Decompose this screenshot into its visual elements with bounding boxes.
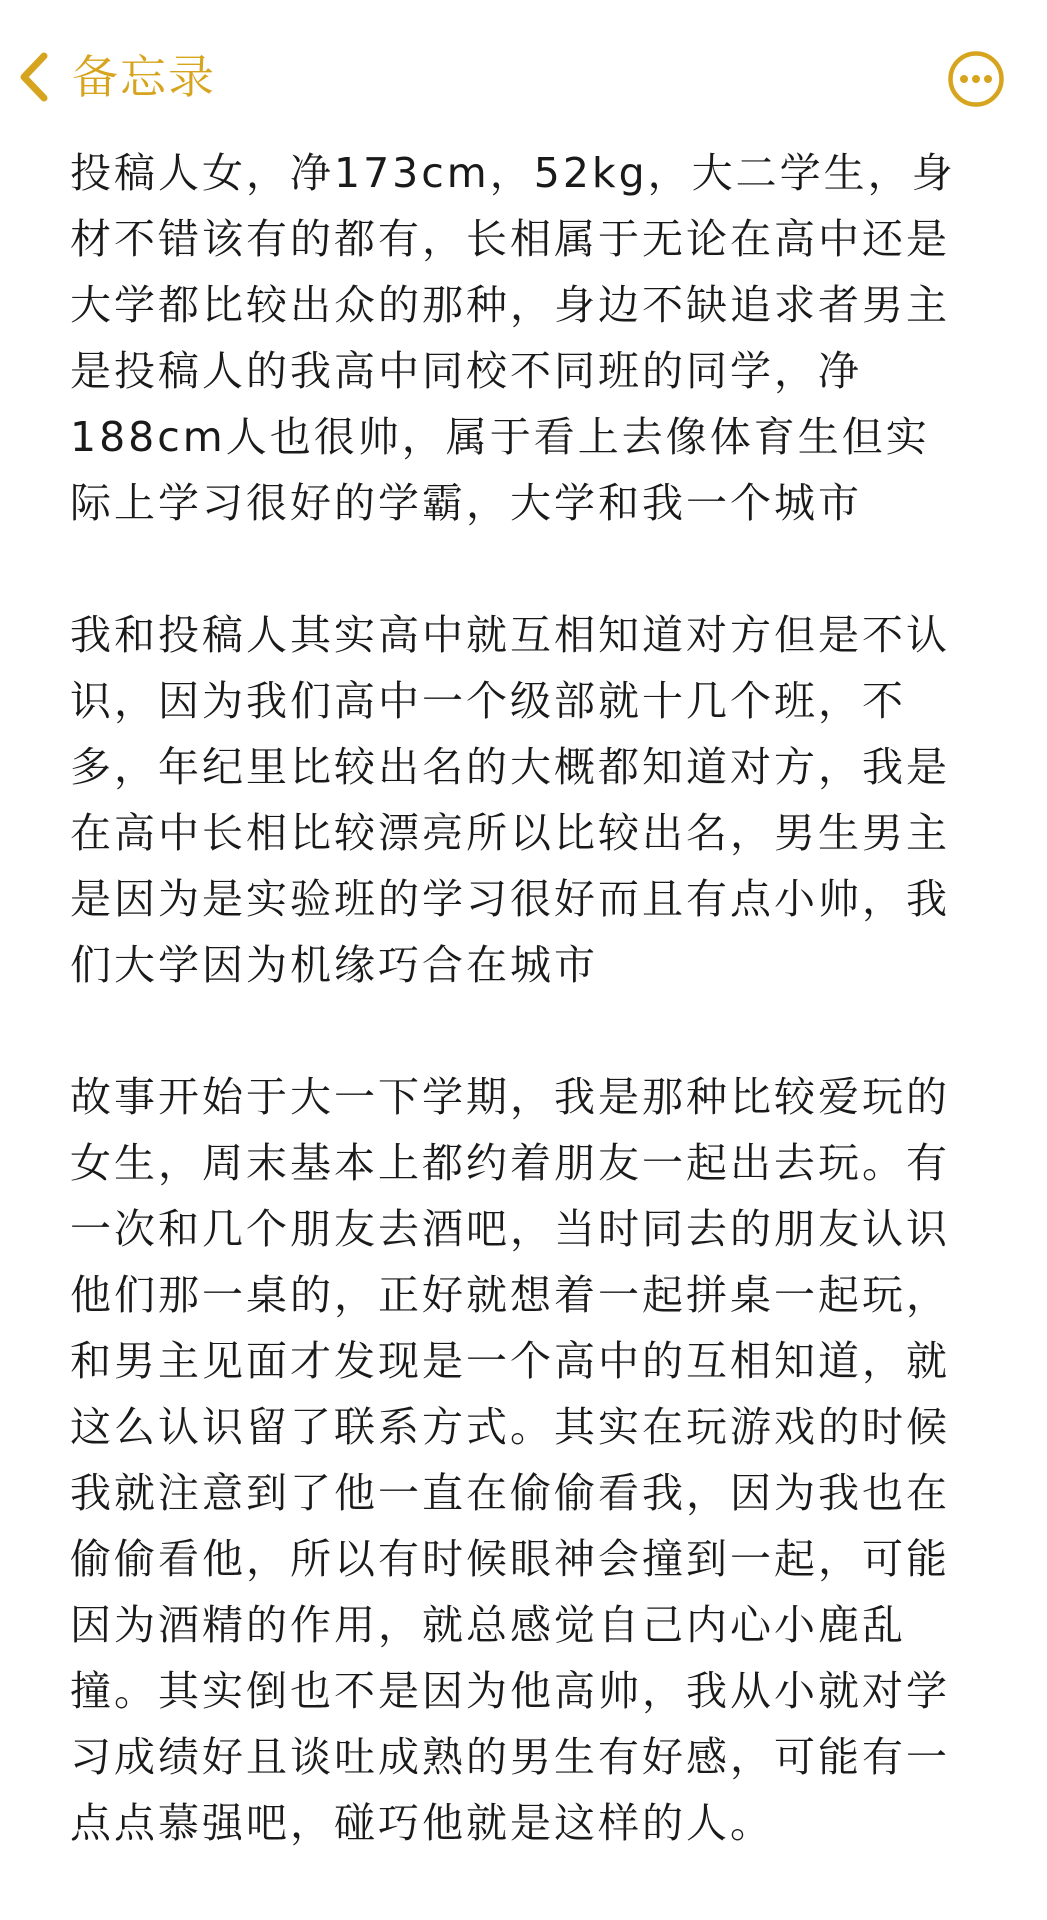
paragraph-spacer	[70, 536, 970, 602]
more-options-button[interactable]	[947, 50, 1005, 108]
note-body[interactable]	[70, 140, 970, 1856]
note-paragraph-1: 投稿人女，净173cm，52kg，大二学生，身材不错该有的都有，长相属于无论在高中还是大学都比较出众的那种，身边不缺追求者男主是投稿人的我高中同校不同班的同学，净188cm人也很帅，属于看上去像体育生但实际上学习很好的学霸，大学和我一个城市	[70, 149, 956, 527]
more-horizontal-circle-icon	[947, 50, 1005, 108]
note-paragraph-3: 故事开始于大一下学期，我是那种比较爱玩的女生，周末基本上都约着朋友一起出去玩。有一次和几个朋友去酒吧，当时同去的朋友认识他们那一桌的，正好就想着一起拼桌一起玩，和男主见面才发现是一个高中的互相知道，就这么认识留了联系方式。其实在玩游戏的时候我就注意到了他一直在偷偷看我，因为我也在偷偷看他，所以有时候眼神会撞到一起，可能因为酒精的作用，就总感觉自己内心小鹿乱撞。其实倒也不是因为他高帅，我从小就对学习成绩好且谈吐成熟的男生有好感，可能有一点点慕强吧，碰巧他就是这样的人。	[70, 1073, 950, 1847]
navigation-bar	[0, 0, 1047, 150]
chevron-left-icon	[18, 52, 50, 102]
note-paragraph-2: 我和投稿人其实高中就互相知道对方但是不认识，因为我们高中一个级部就十几个班，不多，年纪里比较出名的大概都知道对方，我是在高中长相比较漂亮所以比较出名，男生男主是因为是实验班的学习很好而且有点小帅，我们大学因为机缘巧合在城市	[70, 611, 950, 989]
back-button-label: 备忘录	[72, 50, 216, 104]
paragraph-spacer	[70, 998, 970, 1064]
back-button[interactable]	[18, 42, 216, 112]
